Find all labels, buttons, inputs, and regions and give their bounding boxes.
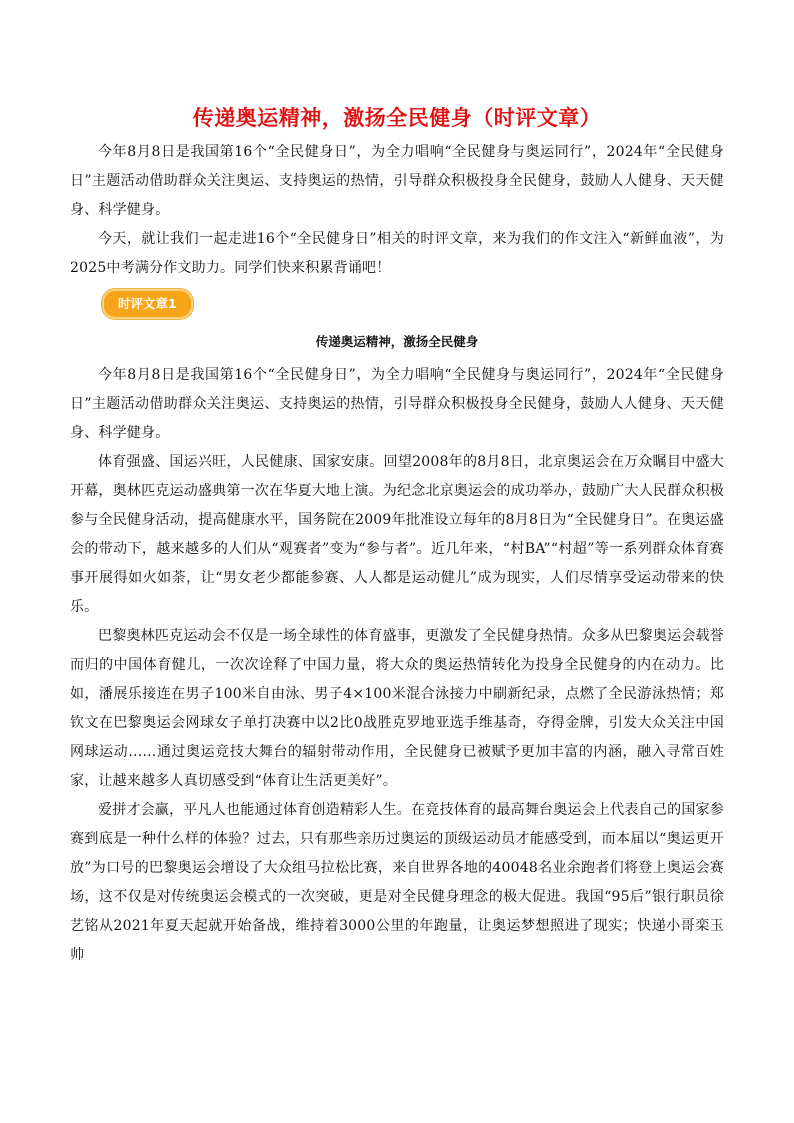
article-title: 传递奥运精神，激扬全民健身 [315,334,479,349]
intro-paragraph: 今天，就让我们一起走进16个“全民健身日”相关的时评文章，来为我们的作文注入“新鲜血液”，为2025中考满分作文助力。同学们快来积累背诵吧！ [70,231,724,276]
article-paragraph: 爱拼才会赢，平凡人也能通过体育创造精彩人生。在竞技体育的最高舞台奥运会上代表自己的国家参赛到底是一种什么样的体验？过去，只有那些亲历过奥运的顶级运动员才能感受到，而本届以“奥运更开放”为口号的巴黎奥运会增设了大众组马拉松比赛，来自世界各地的40048名业余跑者们将登上奥运会赛场，这不仅是对传统奥运会模式的一次突破，更是对全民健身理念的极大促进。我国“95后”银行职员徐艺铭从2021年夏天起就开始备战，维持着3000公里的年跑量，让奥运梦想照进了现实；快递小哥栾玉帅 [70,802,724,963]
section-badge: 时评文章1 [102,289,193,319]
intro-paragraph: 今年8月8日是我国第16个“全民健身日”，为全力唱响“全民健身与奥运同行”，2024年“全民健身日”主题活动借助群众关注奥运、支持奥运的热情，引导群众积极投身全民健身，鼓励人人健身、天天健身、科学健身。 [70,144,724,218]
page-title: 传递奥运精神，激扬全民健身（时评文章） [192,106,602,130]
document-page [70,100,724,970]
section-badge-container [102,289,724,319]
article-paragraph: 巴黎奥林匹克运动会不仅是一场全球性的体育盛事，更激发了全民健身热情。众多从巴黎奥运会载誉而归的中国体育健儿，一次次诠释了中国力量，将大众的奥运热情转化为投身全民健身的内在动力。比如，潘展乐接连在男子100米自由泳、男子4×100米混合泳接力中刷新纪录，点燃了全民游泳热情；郑钦文在巴黎奥运会网球女子单打决赛中以2比0战胜克罗地亚选手维基奇，夺得金牌，引发大众关注中国网球运动……通过奥运竞技大舞台的辐射带动作用，全民健身已被赋予更加丰富的内涵，融入寻常百姓家，让越来越多人真切感受到“体育让生活更美好”。 [70,628,724,789]
article-paragraph: 今年8月8日是我国第16个“全民健身日”，为全力唱响“全民健身与奥运同行”，2024年“全民健身日”主题活动借助群众关注奥运、支持奥运的热情，引导群众积极投身全民健身，鼓励人人健身、天天健身、科学健身。 [70,367,724,441]
article-paragraph: 体育强盛、国运兴旺，人民健康、国家安康。回望2008年的8月8日，北京奥运会在万众瞩目中盛大开幕，奥林匹克运动盛典第一次在华夏大地上演。为纪念北京奥运会的成功举办，鼓励广大人民群众积极参与全民健身活动，提高健康水平，国务院在2009年批准设立每年的8月8日为“全民健身日”。在奥运盛会的带动下，越来越多的人们从“观赛者”变为“参与者”。近几年来，“村BA”“村超”等一系列群众体育赛事开展得如火如荼，让“男女老少都能参赛、人人都是运动健儿”成为现实，人们尽情享受运动带来的快乐。 [70,454,724,615]
